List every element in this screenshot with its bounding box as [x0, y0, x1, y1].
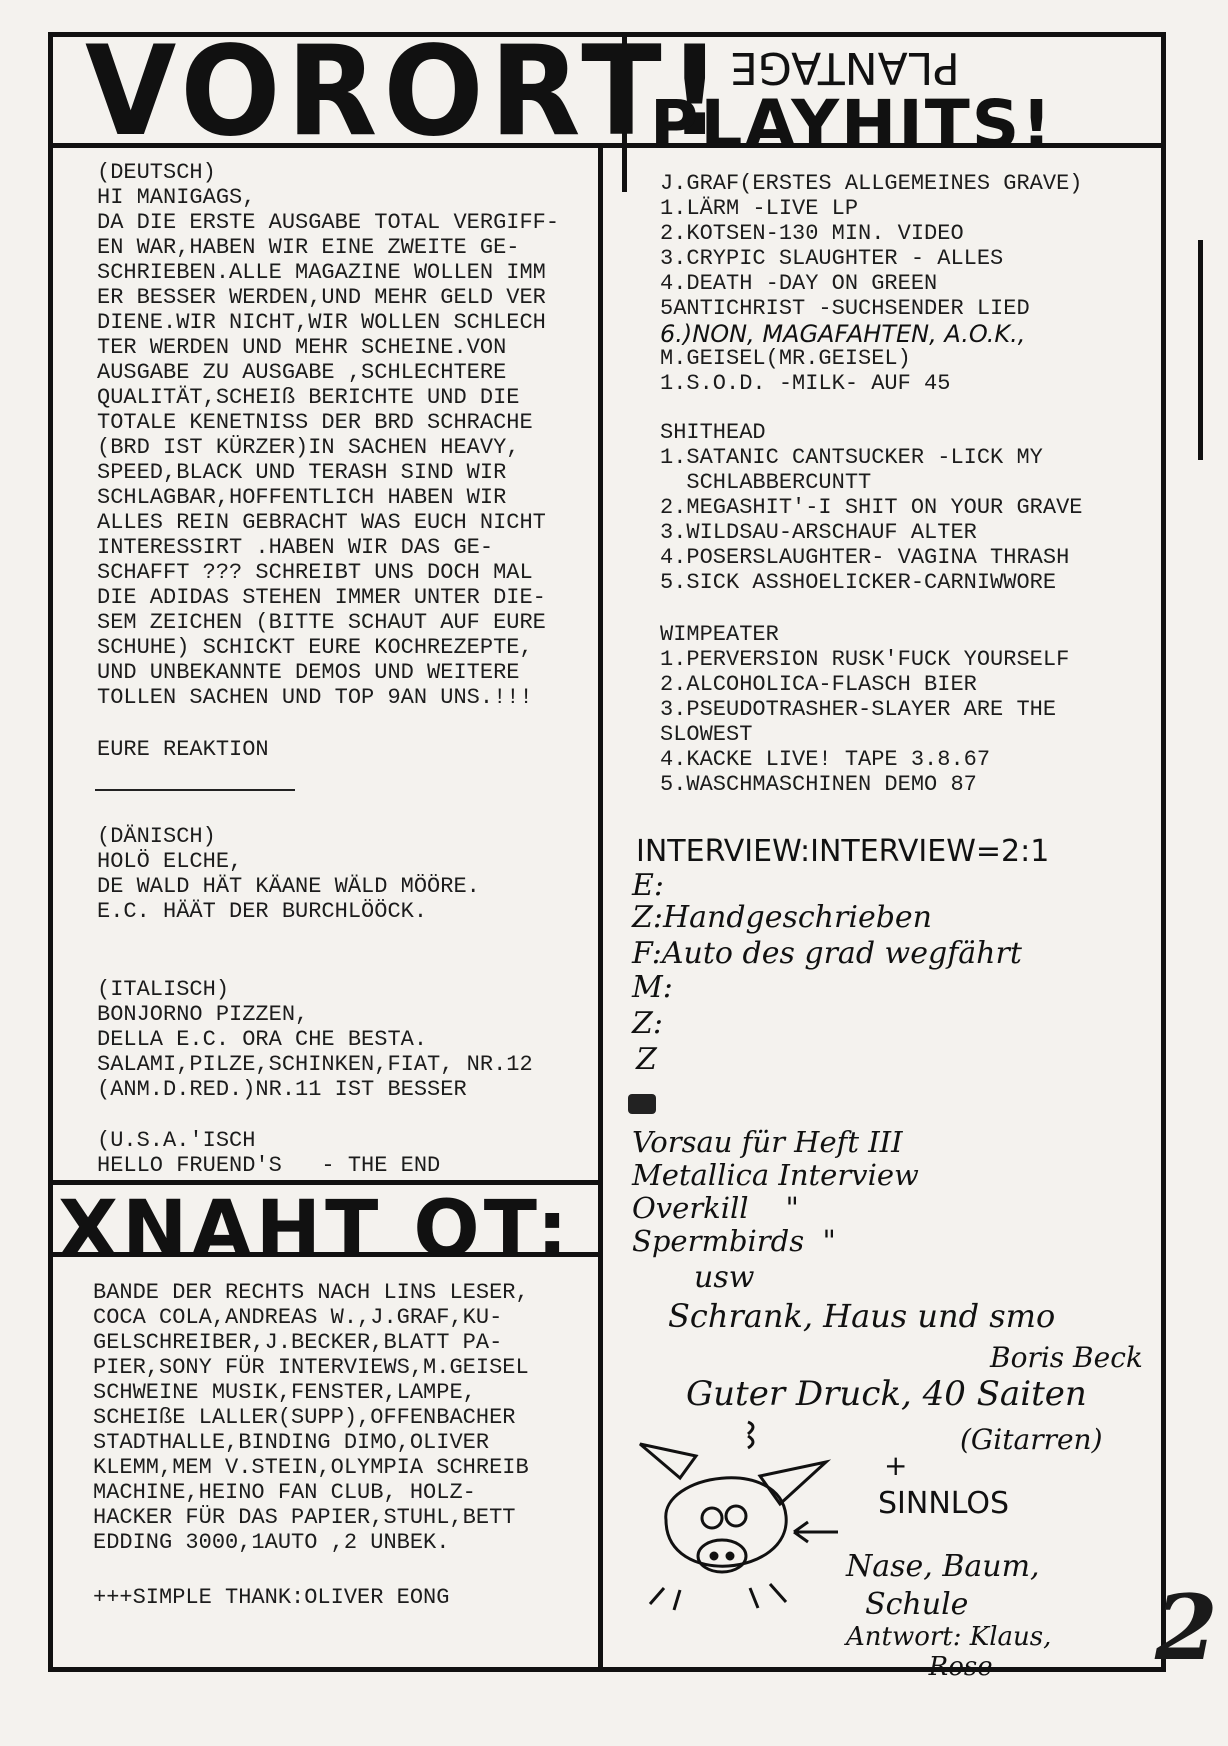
deutsch-text: (DEUTSCH) HI MANIGAGS, DA DIE ERSTE AUSGABE TOTAL VERGIFF- EN WAR,HABEN WIR EINE ZWEITE GE- SCHRIEBEN.ALLE MAGAZINE WOLLEN IMM ER BESSER WERDEN,UND MEHR GELD VER DIENE.WIR NICHT,WIR WOLLEN SCHLECH TER WERDEN UND MEHR SCHEINE.VON AUSGABE ZU AUSGABE ,SCHLECHTERE QUALITÄT,SCHEIß BERICHTE UND DIE TOTALE KENETNISS DER BRD SCHRACHE (BRD IST KÜRZER)IN SACHEN HEAVY, SPEED,BLACK UND TERASH SIND WIR SCHLAGBAR,HOFFENTLICH HABEN WIR ALLES REIN GEBRACHT WAS EUCH NICHT INTERESSIRT .HABEN WIR DAS GE- SCHAFFT ??? SCHREIBT UNS DOCH MAL DIE ADIDAS STEHEN IMMER UNTER DIE- SEM ZEICHEN (BITTE SCHAUT AUF EURE SCHUHE) SCHICKT EURE KOCHREZEPTE, UND UNBEKANNTE DEMOS UND WEITERE TOLLEN SACHEN UND TOP 9AN UNS.!!!	[97, 160, 560, 710]
pig-tuft	[748, 1422, 753, 1448]
interview-heading: INTERVIEW:INTERVIEW=2:1	[636, 834, 1050, 869]
graf-handwritten-entry: 6.)NON, MAGAFAHTEN, A.O.K.,	[660, 320, 1026, 348]
reaktion-rule	[95, 789, 295, 791]
druck-text: Guter Druck, 40 Saiten	[686, 1374, 1087, 1414]
right-margin-mark	[1198, 240, 1203, 460]
pig-right-ear	[760, 1462, 826, 1504]
pig-legs	[650, 1584, 786, 1610]
interview-z1: Z:Handgeschrieben	[632, 900, 932, 935]
interview-f: F:Auto des grad wegfährt	[632, 936, 1022, 971]
column-divider	[598, 148, 603, 1672]
daenisch-text: (DÄNISCH) HOLÖ ELCHE, DE WALD HÄT KÄANE WÄLD MÖÖRE. E.C. HÄÄT DER BURCHLÖÖCK.	[97, 824, 480, 924]
reaktion-text: EURE REAKTION	[97, 737, 269, 762]
scribble-mark	[628, 1094, 656, 1114]
interview-z2: Z:	[632, 1006, 663, 1041]
geisel-list: M.GEISEL(MR.GEISEL) 1.S.O.D. -MILK- AUF 45	[660, 346, 951, 396]
interview-z3: Z	[636, 1042, 657, 1077]
masthead-playhits: PLAYHITS!	[650, 86, 1054, 163]
boris-text: Boris Beck	[990, 1341, 1143, 1374]
page-number: 2	[1155, 1575, 1218, 1681]
xnaht-body: BANDE DER RECHTS NACH LINS LESER, COCA COLA,ANDREAS W.,J.GRAF,KU- GELSCHREIBER,J.BECKER,BLATT PA- PIER,SONY FÜR INTERVIEWS,M.GEISEL SCHWEINE MUSIK,FENSTER,LAMPE, SCHEIßE LALLER(SUPP),OFFENBACHER STADTHALLE,BINDING DIMO,OLIVER KLEMM,MEM V.STEIN,OLYMPIA SCHREIB MACHINE,HEINO FAN CLUB, HOLZ- HACKER FÜR DAS PAPIER,STUHL,BETT EDDING 3000,1AUTO ,2 UNBEK.	[93, 1280, 529, 1555]
masthead-plantage: PLANTAGE	[730, 42, 960, 93]
pig-arrow	[794, 1522, 838, 1542]
pig-head	[666, 1478, 786, 1566]
plus-mark: +	[884, 1449, 908, 1482]
masthead-vorort: VORORT!	[85, 18, 728, 164]
interview-m: M:	[632, 970, 673, 1005]
gitarren-text: (Gitarren)	[960, 1423, 1103, 1456]
schrank-text: Schrank, Haus und smo	[668, 1297, 1056, 1335]
nase-text: Nase, Baum, Schule	[846, 1549, 1040, 1622]
pig-left-ear	[640, 1444, 696, 1478]
usw-text: usw	[694, 1260, 755, 1295]
usa-text: (U.S.A.'ISCH HELLO FRUEND'S - THE END	[97, 1128, 441, 1178]
pig-doodle	[630, 1420, 870, 1620]
antwort-text: Antwort: Klaus, Rose	[846, 1622, 1052, 1682]
graf-list: J.GRAF(ERSTES ALLGEMEINES GRAVE) 1.LÄRM -LIVE LP 2.KOTSEN-130 MIN. VIDEO 3.CRYPIC SLAUGHTER - ALLES 4.DEATH -DAY ON GREEN 5ANTICHRIST -SUCHSENDER LIED	[660, 171, 1083, 321]
pig-eye-left	[702, 1508, 722, 1528]
pig-eye-right	[726, 1506, 746, 1526]
shithead-list: SHITHEAD 1.SATANIC CANTSUCKER -LICK MY SCHLABBERCUNTT 2.MEGASHIT'-I SHIT ON YOUR GRAVE 3.WILDSAU-ARSCHAUF ALTER 4.POSERSLAUGHTER- VAGINA THRASH 5.SICK ASSHOELICKER-CARNIWWORE	[660, 420, 1083, 595]
xnaht-thanks: +++SIMPLE THANK:OLIVER EONG	[93, 1585, 450, 1610]
italisch-text: (ITALISCH) BONJORNO PIZZEN, DELLA E.C. ORA CHE BESTA. SALAMI,PILZE,SCHINKEN,FIAT, NR.12 (ANM.D.RED.)NR.11 IST BESSER	[97, 977, 533, 1102]
interview-e: E:	[632, 868, 665, 903]
vorschau-list: Vorsau für Heft III Metallica Interview Overkill " Spermbirds "	[632, 1125, 919, 1258]
wimpeater-list: WIMPEATER 1.PERVERSION RUSK'FUCK YOURSELF 2.ALCOHOLICA-FLASCH BIER 3.PSEUDOTRASHER-SLAYER ARE THE SLOWEST 4.KACKE LIVE! TAPE 3.8.67 5.WASCHMASCHINEN DEMO 87	[660, 622, 1070, 797]
sinnlos-text: SINNLOS	[878, 1486, 1010, 1521]
xnaht-title: XNAHT OT:	[58, 1185, 572, 1275]
